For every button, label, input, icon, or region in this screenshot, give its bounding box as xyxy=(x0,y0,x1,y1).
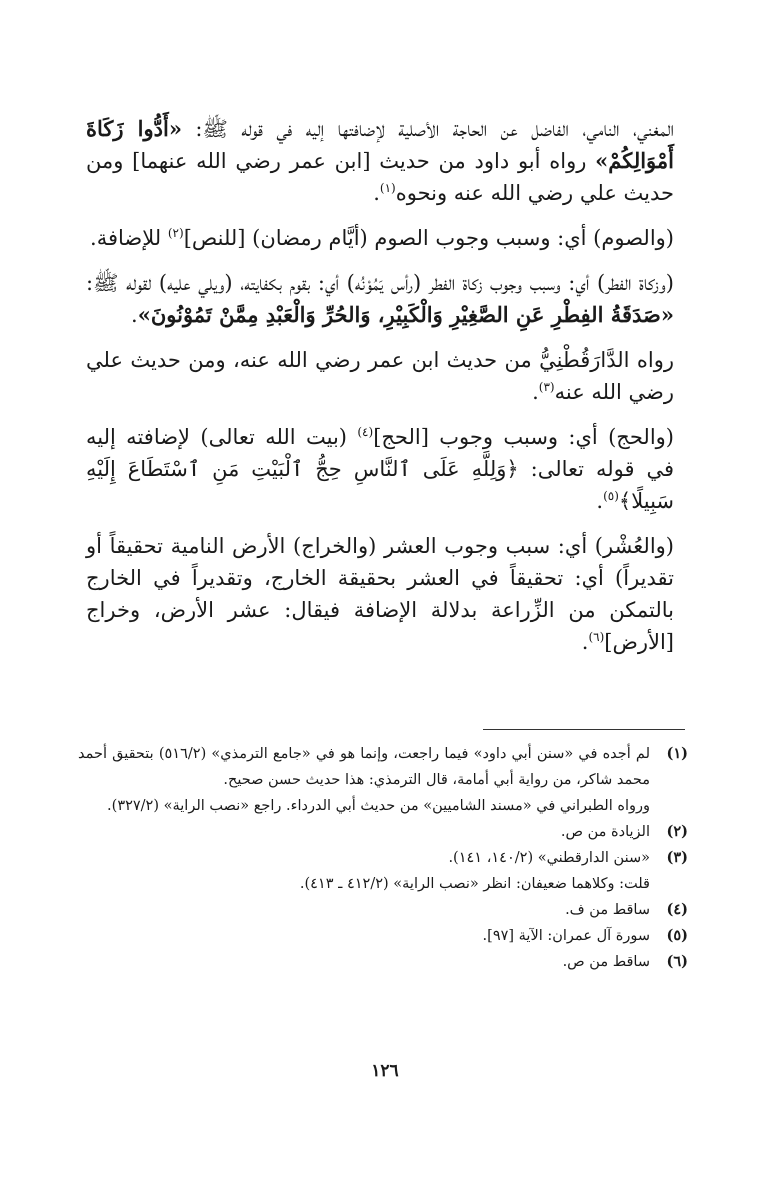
footnote-text xyxy=(78,923,650,949)
footnote-5 xyxy=(78,923,688,949)
text-span: (والعُشْر) أي: سبب وجوب العشر (والخراج) الأرض النامية تحقيقاً أو تقديراً) أي: تحقيقاً في العشر بحقيقة الخارج، وتقديراً في الخارج بالتمكن من الزِّراعة بدلالة الإضافة فيقال: عشر الأرض، وخراج [الأرض] xyxy=(86,534,674,654)
footnote-text xyxy=(78,949,650,975)
footnote-number: (٢) xyxy=(666,823,688,840)
footnote-text xyxy=(78,741,650,819)
text-span: . xyxy=(581,630,589,654)
footnote-number: (٥) xyxy=(666,927,688,944)
text-span: . xyxy=(596,489,604,513)
quran-verse: ﴿وَلِلَّهِ عَلَى ٱلنَّاسِ حِجُّ ٱلْبَيْتِ مَنِ ٱسْتَطَاعَ إِلَيْهِ سَبِيلًا﴾ xyxy=(86,457,674,513)
paragraph-2 xyxy=(86,222,674,254)
footnote-ref[interactable]: (٥) xyxy=(603,489,619,503)
footnote-ref[interactable]: (٢) xyxy=(167,226,184,240)
footnote-line: ساقط من ص. xyxy=(562,954,650,970)
text-span: للإضافة. xyxy=(90,226,168,250)
page-number: ١٢٦ xyxy=(371,1061,399,1081)
footnote-text xyxy=(78,819,650,845)
footnote-line: سورة آل عمران: الآية [٩٧]. xyxy=(482,928,650,944)
footnote-number: (٦) xyxy=(666,953,688,970)
hadith-quote: «صَدَقَةُ الفِطْرِ عَنِ الصَّغِيْرِ وَالْكَبِيْرِ، وَالحُرِّ وَالْعَبْدِ مِمَّنْ تَمُوْنُونَ» xyxy=(137,302,674,327)
footnote-ref[interactable]: (٤) xyxy=(357,425,374,439)
footnote-6 xyxy=(78,949,688,975)
paragraph-5 xyxy=(86,421,674,517)
footnote-ref[interactable]: (١) xyxy=(379,181,396,195)
footnote-line: ورواه الطبراني في «مسند الشاميين» من حديث أبي الدرداء. راجع «نصب الراية» (٣٢٧/٢). xyxy=(107,798,650,814)
paragraph-1 xyxy=(86,113,674,209)
footnote-ref[interactable]: (٦) xyxy=(588,630,605,644)
footnote-text xyxy=(78,845,650,897)
paragraph-4 xyxy=(86,344,674,408)
footnote-line: قلت: وكلاهما ضعيفان: انظر «نصب الراية» (٤١٢/٢ ـ ٤١٣). xyxy=(299,876,650,892)
text-span: رواه الدَّارَقُطْنِيُّ من حديث ابن عمر رضي الله عنه، ومن حديث علي رضي الله عنه xyxy=(86,348,674,404)
footnote-line: لم أجده في «سنن أبي داود» فيما راجعت، وإنما هو في «جامع الترمذي» (٥١٦/٢) بتحقيق أحمد محمد شاكر، من رواية أبي أمامة، قال الترمذي: هذا حديث حسن صحيح. xyxy=(78,746,650,788)
paragraph-6 xyxy=(86,530,674,658)
footnote-number: (٤) xyxy=(666,901,688,918)
text-span: . xyxy=(532,380,539,404)
footnote-text xyxy=(78,897,650,923)
text-span: (والصوم) أي: وسبب وجوب الصوم (أيَّام رمضان) [للنص] xyxy=(183,226,674,250)
text-span: . xyxy=(131,303,138,327)
footnote-ref[interactable]: (٣) xyxy=(538,380,555,394)
main-text xyxy=(86,113,674,671)
hadith-quote: «أَدُّوا زَكَاةَ أَمْوَالِكُمْ» xyxy=(86,116,674,173)
footnote-line: الزيادة من ص. xyxy=(560,824,650,840)
footnote-4 xyxy=(78,897,688,923)
footnote-1 xyxy=(78,741,688,819)
footnote-2 xyxy=(78,819,688,845)
paragraph-3 xyxy=(86,267,674,331)
footnote-3 xyxy=(78,845,688,897)
text-span: المغني، النامي، الفاضل عن الحاجة الأصلية لإضافتها إليه في قوله ﷺ: xyxy=(181,117,674,141)
footnote-line: «سنن الدارقطني» (١٤٠/٢، ١٤١). xyxy=(448,850,650,866)
footnotes xyxy=(78,741,688,975)
text-span: (وزكاة الفطر) أي: وسبب وجوب زكاة الفطر (رأس يَمُوْنُه) أي: بقوم بكفايته، (ويلي عليه) لقوله ﷺ: xyxy=(86,271,674,295)
footnote-divider xyxy=(483,729,685,730)
text-span: (والحج) أي: وسبب وجوب [الحج] xyxy=(373,425,674,449)
footnote-number: (١) xyxy=(666,745,688,762)
text-span: . xyxy=(373,181,380,205)
text-span: (بيت الله تعالى) لإضافته إليه في قوله تعالى: xyxy=(86,425,674,481)
text-span: رواه أبو داود من حديث [ابن عمر رضي الله عنهما] ومن حديث علي رضي الله عنه ونحوه xyxy=(86,149,674,205)
footnote-line: ساقط من ف. xyxy=(565,902,650,918)
footnote-number: (٣) xyxy=(666,849,688,866)
